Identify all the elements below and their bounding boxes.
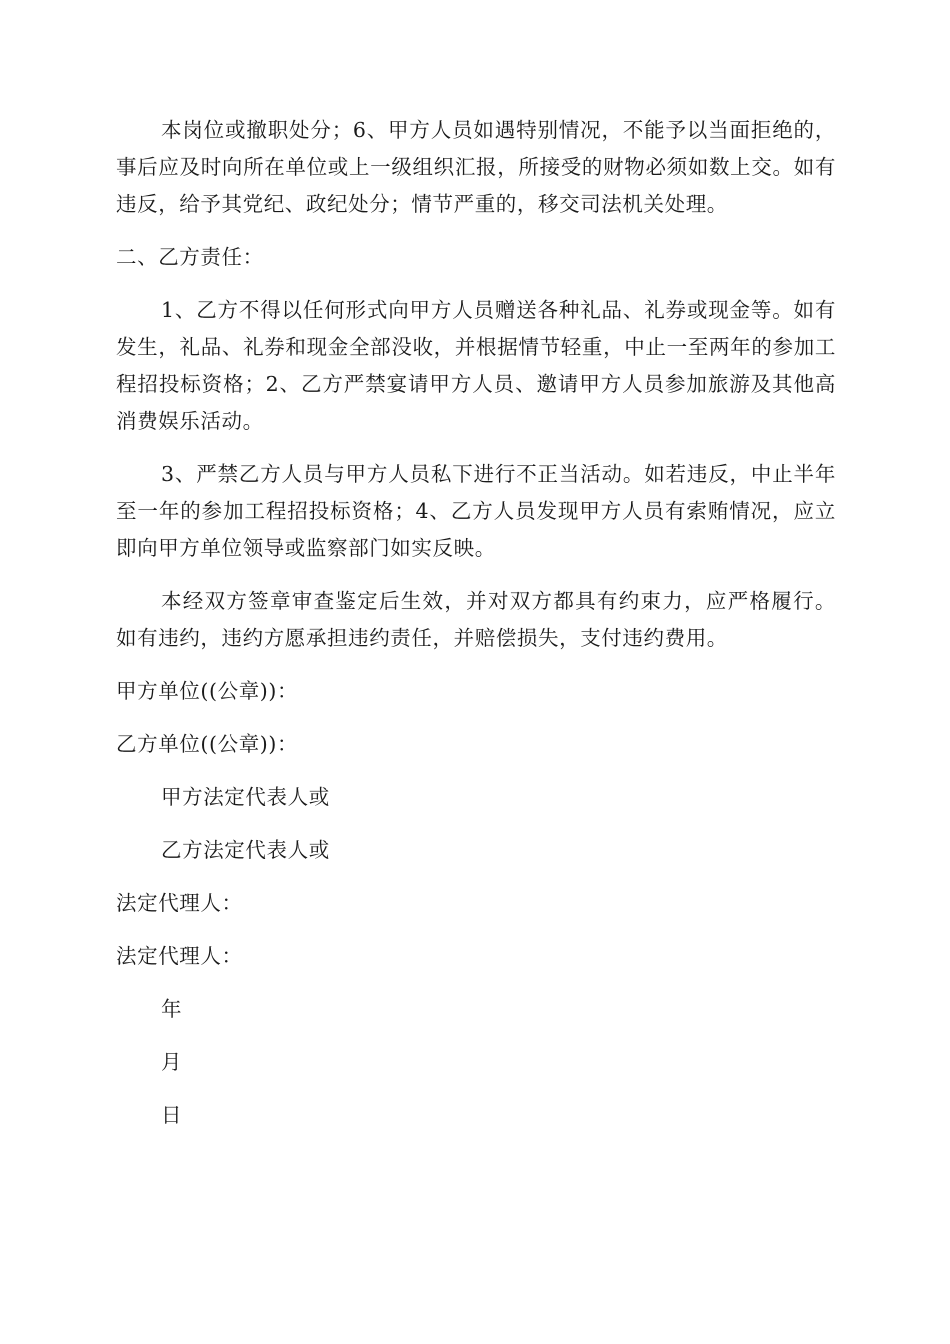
legal-agent-2: 法定代理人：	[116, 944, 243, 968]
paragraph-party-a-duties-end: 本岗位或撤职处分；6、甲方人员如遇特别情况，不能予以当面拒绝的，事后应及时向所在单位或上一级组织汇报，所接受的财物必须如数上交。如有违反，给予其党纪、政纪处分；情节严重的，移交司法机关处理。	[116, 118, 836, 216]
party-b-legal-representative: 乙方法定代表人或	[161, 838, 330, 862]
section-heading-party-b: 二、乙方责任：	[116, 245, 264, 269]
document-page	[116, 112, 836, 1150]
paragraph-effectiveness: 本经双方签章审查鉴定后生效，并对双方都具有约束力，应严格履行。如有违约，违约方愿承担违约责任，并赔偿损失，支付违约费用。	[116, 589, 836, 650]
date-day: 日	[161, 1103, 183, 1127]
date-month: 月	[161, 1050, 183, 1074]
signature-block	[116, 673, 836, 1134]
party-b-unit-seal: 乙方单位((公章))：	[116, 732, 299, 756]
paragraph-party-b-item-3-4: 3、严禁乙方人员与甲方人员私下进行不正当活动。如若违反，中止半年至一年的参加工程招投标资格；4、乙方人员发现甲方人员有索贿情况，应立即向甲方单位领导或监察部门如实反映。	[116, 462, 836, 560]
paragraph-party-b-item-1-2: 1、乙方不得以任何形式向甲方人员赠送各种礼品、礼券或现金等。如有发生，礼品、礼券和现金全部没收，并根据情节轻重，中止一至两年的参加工程招投标资格；2、乙方严禁宴请甲方人员、邀请甲方人员参加旅游及其他高消费娱乐活动。	[116, 298, 836, 433]
party-a-legal-representative: 甲方法定代表人或	[161, 785, 330, 809]
party-a-unit-seal: 甲方单位((公章))：	[116, 679, 299, 703]
date-year: 年	[161, 997, 183, 1021]
legal-agent-1: 法定代理人：	[116, 891, 243, 915]
